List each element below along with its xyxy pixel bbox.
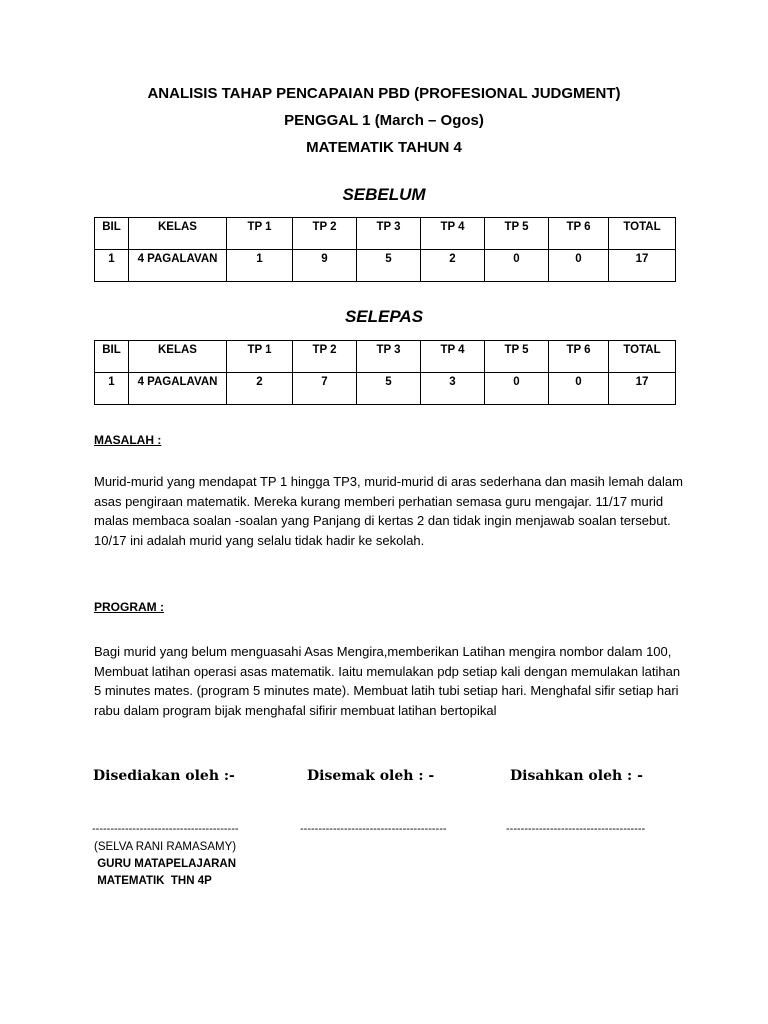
table-header-row — [95, 218, 676, 250]
header-cell: TP 2 — [293, 341, 357, 373]
table-row — [95, 373, 676, 405]
signer-role: GURU MATAPELAJARAN — [94, 858, 237, 870]
signer-subject: MATEMATIK THN 4P — [94, 875, 212, 887]
masalah-label: MASALAH : — [94, 433, 162, 447]
header-cell: TP 2 — [293, 218, 357, 250]
table-cell: 17 — [609, 250, 676, 282]
signer-name: (SELVA RANI RAMASAMY) — [94, 841, 237, 853]
table-header-row — [95, 341, 676, 373]
checked-by-label: Disemak oleh : - — [307, 768, 435, 784]
header-cell: TP 4 — [421, 218, 485, 250]
table-cell: 1 — [227, 250, 293, 282]
prepared-signature-line: ---------------------------------------- — [92, 823, 239, 835]
subject-subtitle: MATEMATIK TAHUN 4 — [306, 139, 462, 156]
header-cell: KELAS — [129, 218, 227, 250]
header-cell: TP 5 — [485, 341, 549, 373]
table-cell: 0 — [549, 250, 609, 282]
header-cell: KELAS — [129, 341, 227, 373]
table-cell: 0 — [549, 373, 609, 405]
header-cell: TP 1 — [227, 341, 293, 373]
approved-signature-line: -------------------------------------- — [506, 823, 646, 835]
header-cell: TP 1 — [227, 218, 293, 250]
header-cell: TP 3 — [357, 341, 421, 373]
table-row — [95, 250, 676, 282]
header-cell: TOTAL — [609, 341, 676, 373]
table-cell: 0 — [485, 373, 549, 405]
header-cell: BIL — [95, 218, 129, 250]
table-cell: 1 — [95, 373, 129, 405]
program-label: PROGRAM : — [94, 600, 164, 614]
header-cell: TP 5 — [485, 218, 549, 250]
program-text: Bagi murid yang belum menguasahi Asas Mengira,memberikan Latihan mengira nombor dalam 100, Membuat latihan operasi asas matematik. Iaitu memulakan pdp setiap kali dengan memulakan latihan 5 minutes mates. (program 5 minutes mate). Membuat latih tubi setiap hari. Menghafal sifir setiap hari rabu dalam program bijak menghafal sifirir membuat latihan bertopikal — [94, 644, 681, 718]
approved-by-label: Disahkan oleh : - — [510, 768, 643, 784]
table-cell: 5 — [357, 373, 421, 405]
selepas-heading: SELEPAS — [344, 307, 424, 326]
table-cell: 17 — [609, 373, 676, 405]
header-cell: TOTAL — [609, 218, 676, 250]
table-cell: 9 — [293, 250, 357, 282]
table-cell: 4 PAGALAVAN — [129, 250, 227, 282]
sebelum-heading: SEBELUM — [342, 185, 426, 204]
header-cell: TP 4 — [421, 341, 485, 373]
table-cell: 3 — [421, 373, 485, 405]
table-cell: 5 — [357, 250, 421, 282]
header-cell: TP 6 — [549, 218, 609, 250]
table-cell: 2 — [227, 373, 293, 405]
masalah-text: Murid-murid yang mendapat TP 1 hingga TP3, murid-murid di aras sederhana dan masih lemah dalam asas pengiraan matematik. Mereka kurang memberi perhatian semasa guru mengajar. 11/17 murid malas membaca soalan -soalan yang Panjang di kertas 2 dan tidak ingin menjawab soalan tersebut. 10/17 ini adalah murid yang selalu tidak hadir ke sekolah. — [94, 474, 683, 548]
table-cell: 0 — [485, 250, 549, 282]
prepared-by-label: Disediakan oleh :- — [93, 768, 235, 784]
document-title: ANALISIS TAHAP PENCAPAIAN PBD (PROFESIONAL JUDGMENT) — [147, 85, 621, 102]
header-cell: TP 3 — [357, 218, 421, 250]
table-cell: 7 — [293, 373, 357, 405]
header-cell: TP 6 — [549, 341, 609, 373]
selepas-table — [94, 340, 676, 405]
header-cell: BIL — [95, 341, 129, 373]
term-subtitle: PENGGAL 1 (March – Ogos) — [284, 112, 484, 129]
checked-signature-line: ---------------------------------------- — [300, 823, 447, 835]
table-cell: 2 — [421, 250, 485, 282]
sebelum-table — [94, 217, 676, 282]
table-cell: 4 PAGALAVAN — [129, 373, 227, 405]
table-cell: 1 — [95, 250, 129, 282]
